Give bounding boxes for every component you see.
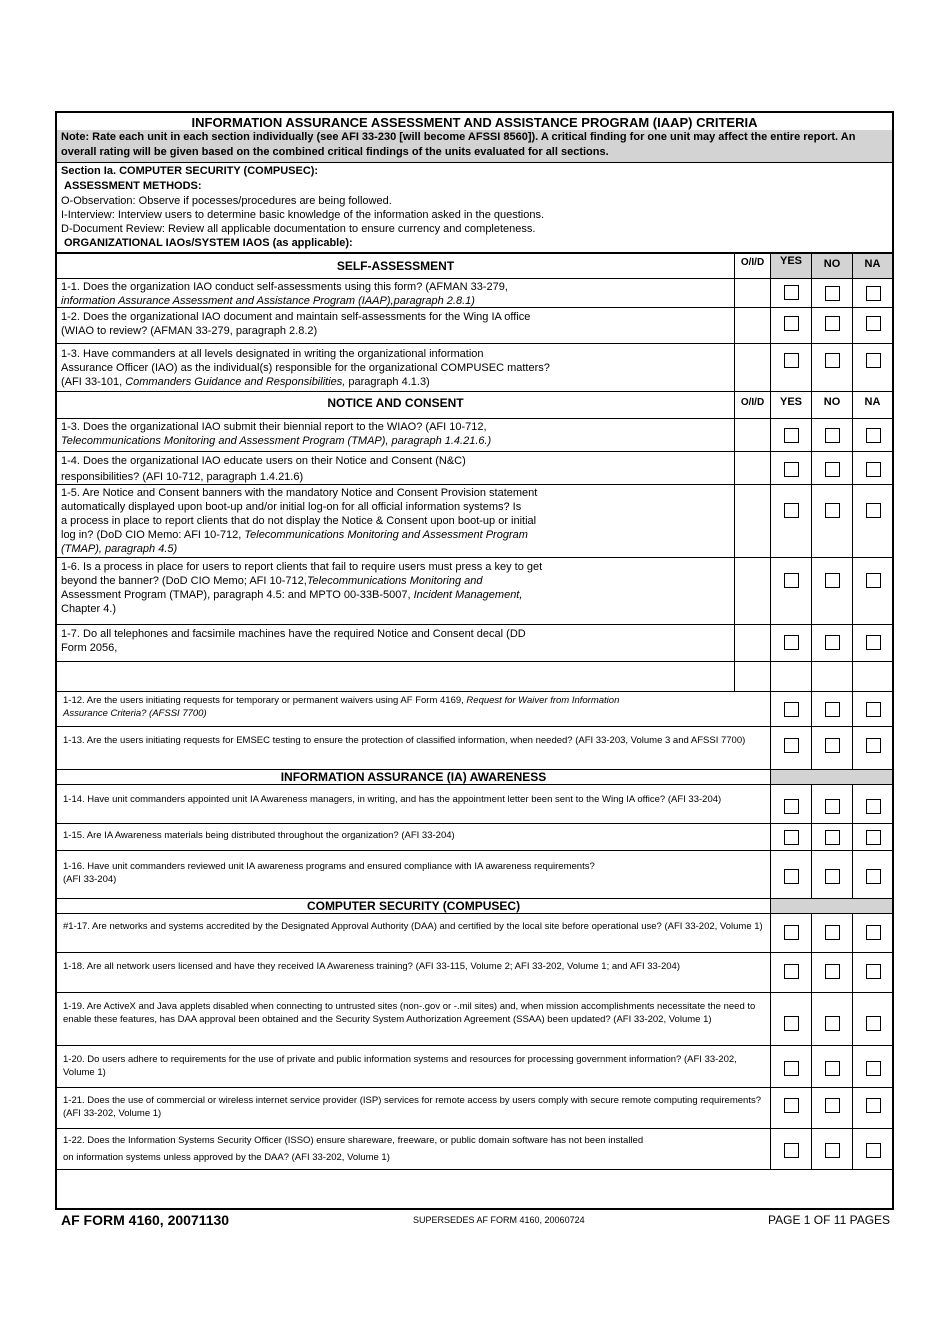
ia-awareness-heading: INFORMATION ASSURANCE (IA) AWARENESS bbox=[280, 770, 547, 784]
column-line bbox=[852, 784, 853, 898]
na-checkbox[interactable] bbox=[866, 702, 881, 717]
question-1-3b: 1-3. Does the organizational IAO submit their biennial report to the WIAO? (AFI 10-712, Telecommunications Monitoring and Assessment Program (TMAP), paragraph 1.4.21.6.) bbox=[61, 421, 492, 447]
no-checkbox[interactable] bbox=[825, 702, 840, 717]
methods-heading: ASSESSMENT METHODS: bbox=[64, 180, 202, 192]
row-line bbox=[57, 784, 892, 785]
no-checkbox[interactable] bbox=[825, 1098, 840, 1113]
yes-checkbox[interactable] bbox=[784, 316, 799, 331]
yes-checkbox[interactable] bbox=[784, 428, 799, 443]
question-1-5: 1-5. Are Notice and Consent banners with the mandatory Notice and Consent Provision statement automatically displayed upon boot-up and/or initial log-on for all official information systems? Is a process in place to report clients that do not display the Notice & Consent upon boot-up or initial log in? (DoD CIO Memo: AFI 10-712, Telecommunications Monitoring and Assessment Program (TMAP), paragraph 4.5) bbox=[61, 487, 538, 555]
question-1-18: 1-18. Are all network users licensed and have they received IA Awareness training? (AFI 33-115, Volume 2; AFI 33-202, Volume 1; and AFI 33-204) bbox=[63, 961, 680, 972]
na-checkbox[interactable] bbox=[866, 964, 881, 979]
yes-column-header: YES bbox=[779, 255, 802, 267]
yes-checkbox[interactable] bbox=[784, 925, 799, 940]
no-checkbox[interactable] bbox=[825, 1016, 840, 1031]
section-title: Section Ia. COMPUTER SECURITY (COMPUSEC): bbox=[61, 165, 319, 177]
no-checkbox[interactable] bbox=[825, 964, 840, 979]
row-line bbox=[57, 278, 892, 279]
yes-checkbox[interactable] bbox=[784, 869, 799, 884]
ia-header-shade bbox=[771, 769, 892, 784]
na-checkbox[interactable] bbox=[866, 286, 881, 301]
question-1-15: 1-15. Are IA Awareness materials being distributed throughout the organization? (AFI 33-204) bbox=[63, 830, 455, 841]
na-checkbox[interactable] bbox=[866, 738, 881, 753]
na-checkbox[interactable] bbox=[866, 830, 881, 845]
divider bbox=[57, 252, 892, 254]
yes-checkbox[interactable] bbox=[784, 799, 799, 814]
row-line bbox=[57, 343, 892, 344]
compusec-header-shade bbox=[771, 898, 892, 913]
page-number: PAGE 1 OF 11 PAGES bbox=[768, 1213, 891, 1227]
row-line bbox=[57, 661, 892, 662]
na-column-header: NA bbox=[864, 396, 881, 408]
question-1-12: 1-12. Are the users initiating requests for temporary or permanent waivers using AF Form 4169, Request for Waiver from Information Assurance Criteria? (AFSSI 7700) bbox=[63, 695, 620, 719]
question-1-7: 1-7. Do all telephones and facsimile machines have the required Notice and Consent decal (DD Form 2056, bbox=[61, 628, 526, 654]
org-iaos-label: ORGANIZATIONAL IAOs/SYSTEM IAOS (as applicable): bbox=[64, 237, 353, 249]
question-1-21: 1-21. Does the use of commercial or wireless internet service provider (ISP) services for remote access by users comply with secure remote computing requirements? (AFI 33-202, Volume 1) bbox=[63, 1095, 761, 1119]
question-1-6: 1-6. Is a process in place for users to report clients that fail to require users must press a key to get beyond the banner? (DoD CIO Memo; AFI 10-712,Telecommunications Monitoring and Assessment Program (TMAP), paragraph 4.5: and MPTO 00-33B-5007, Incident Management, Chapter 4.) bbox=[61, 561, 543, 615]
na-checkbox[interactable] bbox=[866, 573, 881, 588]
yes-checkbox[interactable] bbox=[784, 285, 799, 300]
no-checkbox[interactable] bbox=[825, 799, 840, 814]
column-line bbox=[734, 254, 735, 691]
question-1-20: 1-20. Do users adhere to requirements for the use of private and public information systems and resources for processing government information? (AFI 33-202, Volume 1) bbox=[63, 1054, 737, 1078]
row-line bbox=[57, 1087, 892, 1088]
row-line bbox=[57, 624, 892, 625]
no-column-header: NO bbox=[823, 396, 841, 408]
question-1-3a: 1-3. Have commanders at all levels designated in writing the organizational information Assurance Officer (IAO) as the individual(s) responsible for the organizational COMPUSEC matters? (AFI 33-101, Commanders Guidance and Responsibilities, paragraph 4.1.3) bbox=[61, 348, 550, 388]
row-line bbox=[57, 726, 892, 727]
na-checkbox[interactable] bbox=[866, 869, 881, 884]
row-line bbox=[57, 850, 892, 851]
no-checkbox[interactable] bbox=[825, 573, 840, 588]
no-checkbox[interactable] bbox=[825, 503, 840, 518]
oid-column-header: O/I/D bbox=[740, 257, 765, 268]
method-document-review: D-Document Review: Review all applicable documentation to ensure currency and completeness. bbox=[61, 223, 536, 235]
na-checkbox[interactable] bbox=[866, 925, 881, 940]
form-title: INFORMATION ASSURANCE ASSESSMENT AND ASSISTANCE PROGRAM (IAAP) CRITERIA bbox=[191, 115, 758, 130]
row-line bbox=[57, 952, 892, 953]
yes-checkbox[interactable] bbox=[784, 353, 799, 368]
form-body bbox=[55, 111, 894, 1210]
yes-checkbox[interactable] bbox=[784, 462, 799, 477]
row-line bbox=[57, 1128, 892, 1129]
row-line bbox=[57, 913, 892, 914]
method-interview: I-Interview: Interview users to determine basic knowledge of the information asked in the questions. bbox=[61, 209, 545, 221]
row-line bbox=[57, 1169, 892, 1170]
no-checkbox[interactable] bbox=[825, 830, 840, 845]
row-line bbox=[57, 691, 892, 692]
question-1-19: 1-19. Are ActiveX and Java applets disabled when connecting to untrusted sites (non-.gov or -.mil sites) and, when mission accomplishments necessitate the need to enable these features, has DAA approval been obtained and the Security System Authorization Agreement (SSAA) been updated? (AFI 33-202, Volume 1) bbox=[63, 1001, 756, 1025]
no-checkbox[interactable] bbox=[825, 1143, 840, 1158]
na-checkbox[interactable] bbox=[866, 503, 881, 518]
question-1-13: 1-13. Are the users initiating requests for EMSEC testing to ensure the protection of classified information, when needed? (AFI 33-203, Volume 3 and AFSSI 7700) bbox=[63, 735, 746, 746]
form-note: Note: Rate each unit in each section individually (see AFI 33-230 [will become AFSSI 8560]). A critical finding for one unit may affect the entire report. An overall rating will be given based on the combined critical findings of the units evaluated for all sections. bbox=[61, 131, 856, 158]
row-line bbox=[57, 1045, 892, 1046]
na-column-header: NA bbox=[864, 258, 881, 270]
yes-checkbox[interactable] bbox=[784, 1098, 799, 1113]
no-checkbox[interactable] bbox=[825, 353, 840, 368]
na-checkbox[interactable] bbox=[866, 428, 881, 443]
form-number: AF FORM 4160, 20071130 bbox=[61, 1212, 230, 1228]
no-checkbox[interactable] bbox=[825, 925, 840, 940]
no-checkbox[interactable] bbox=[825, 286, 840, 301]
question-1-14: 1-14. Have unit commanders appointed unit IA Awareness managers, in writing, and has the appointment letter been sent to the Wing IA office? (AFI 33-204) bbox=[63, 794, 722, 805]
no-checkbox[interactable] bbox=[825, 462, 840, 477]
row-line bbox=[57, 992, 892, 993]
no-checkbox[interactable] bbox=[825, 428, 840, 443]
yes-checkbox[interactable] bbox=[784, 830, 799, 845]
na-checkbox[interactable] bbox=[866, 1061, 881, 1076]
method-observation: O-Observation: Observe if pocesses/procedures are being followed. bbox=[61, 195, 392, 207]
yes-checkbox[interactable] bbox=[784, 1016, 799, 1031]
yes-checkbox[interactable] bbox=[784, 1061, 799, 1076]
no-column-header: NO bbox=[823, 258, 841, 270]
supersedes-note: SUPERSEDES AF FORM 4160, 20060724 bbox=[413, 1215, 585, 1225]
yes-checkbox[interactable] bbox=[784, 503, 799, 518]
yes-checkbox[interactable] bbox=[784, 702, 799, 717]
yes-checkbox[interactable] bbox=[784, 1143, 799, 1158]
row-line bbox=[57, 391, 892, 392]
na-checkbox[interactable] bbox=[866, 353, 881, 368]
yes-checkbox[interactable] bbox=[784, 573, 799, 588]
na-checkbox[interactable] bbox=[866, 316, 881, 331]
yes-column-header: YES bbox=[779, 396, 802, 408]
self-assessment-heading: SELF-ASSESSMENT bbox=[336, 259, 455, 273]
row-line bbox=[57, 451, 892, 452]
yes-checkbox[interactable] bbox=[784, 738, 799, 753]
yes-checkbox[interactable] bbox=[784, 635, 799, 650]
no-checkbox[interactable] bbox=[825, 1061, 840, 1076]
na-checkbox[interactable] bbox=[866, 635, 881, 650]
row-line bbox=[57, 823, 892, 824]
column-line bbox=[811, 784, 812, 898]
no-checkbox[interactable] bbox=[825, 738, 840, 753]
na-checkbox[interactable] bbox=[866, 1016, 881, 1031]
divider bbox=[57, 162, 892, 163]
compusec-heading: COMPUTER SECURITY (COMPUSEC) bbox=[306, 899, 521, 913]
row-line bbox=[57, 418, 892, 419]
na-checkbox[interactable] bbox=[866, 1098, 881, 1113]
na-checkbox[interactable] bbox=[866, 1143, 881, 1158]
question-1-4: 1-4. Does the organizational IAO educate users on their Notice and Consent (N&C) responsibilities? (AFI 10-712, paragraph 1.4.21.6) bbox=[61, 455, 466, 483]
question-1-2: 1-2. Does the organizational IAO document and maintain self-assessments for the Wing IA office (WIAO to review? (AFMAN 33-279, paragraph 2.8.2) bbox=[61, 311, 531, 337]
no-checkbox[interactable] bbox=[825, 316, 840, 331]
notice-consent-heading: NOTICE AND CONSENT bbox=[327, 396, 464, 410]
oid-column-header: O/I/D bbox=[740, 397, 765, 408]
question-1-16: 1-16. Have unit commanders reviewed unit IA awareness programs and ensured compliance with IA awareness requirements? (AFI 33-204) bbox=[63, 861, 595, 885]
na-checkbox[interactable] bbox=[866, 799, 881, 814]
na-checkbox[interactable] bbox=[866, 462, 881, 477]
yes-checkbox[interactable] bbox=[784, 964, 799, 979]
question-1-22: 1-22. Does the Information Systems Security Officer (ISSO) ensure shareware, freeware, or public domain software has not been installed on information systems unless approved by the DAA? (AFI 33-202, Volume 1) bbox=[63, 1135, 644, 1163]
no-checkbox[interactable] bbox=[825, 869, 840, 884]
no-checkbox[interactable] bbox=[825, 635, 840, 650]
question-1-17: #1-17. Are networks and systems accredited by the Designated Approval Authority (DAA) and certified by the local site before operational use? (AFI 33-202, Volume 1) bbox=[63, 921, 763, 932]
row-line bbox=[57, 557, 892, 558]
question-1-1: 1-1. Does the organization IAO conduct self-assessments using this form? (AFMAN 33-279, information Assurance Assessment and Assistance Program (IAAP),paragraph 2.8.1) bbox=[61, 281, 508, 307]
